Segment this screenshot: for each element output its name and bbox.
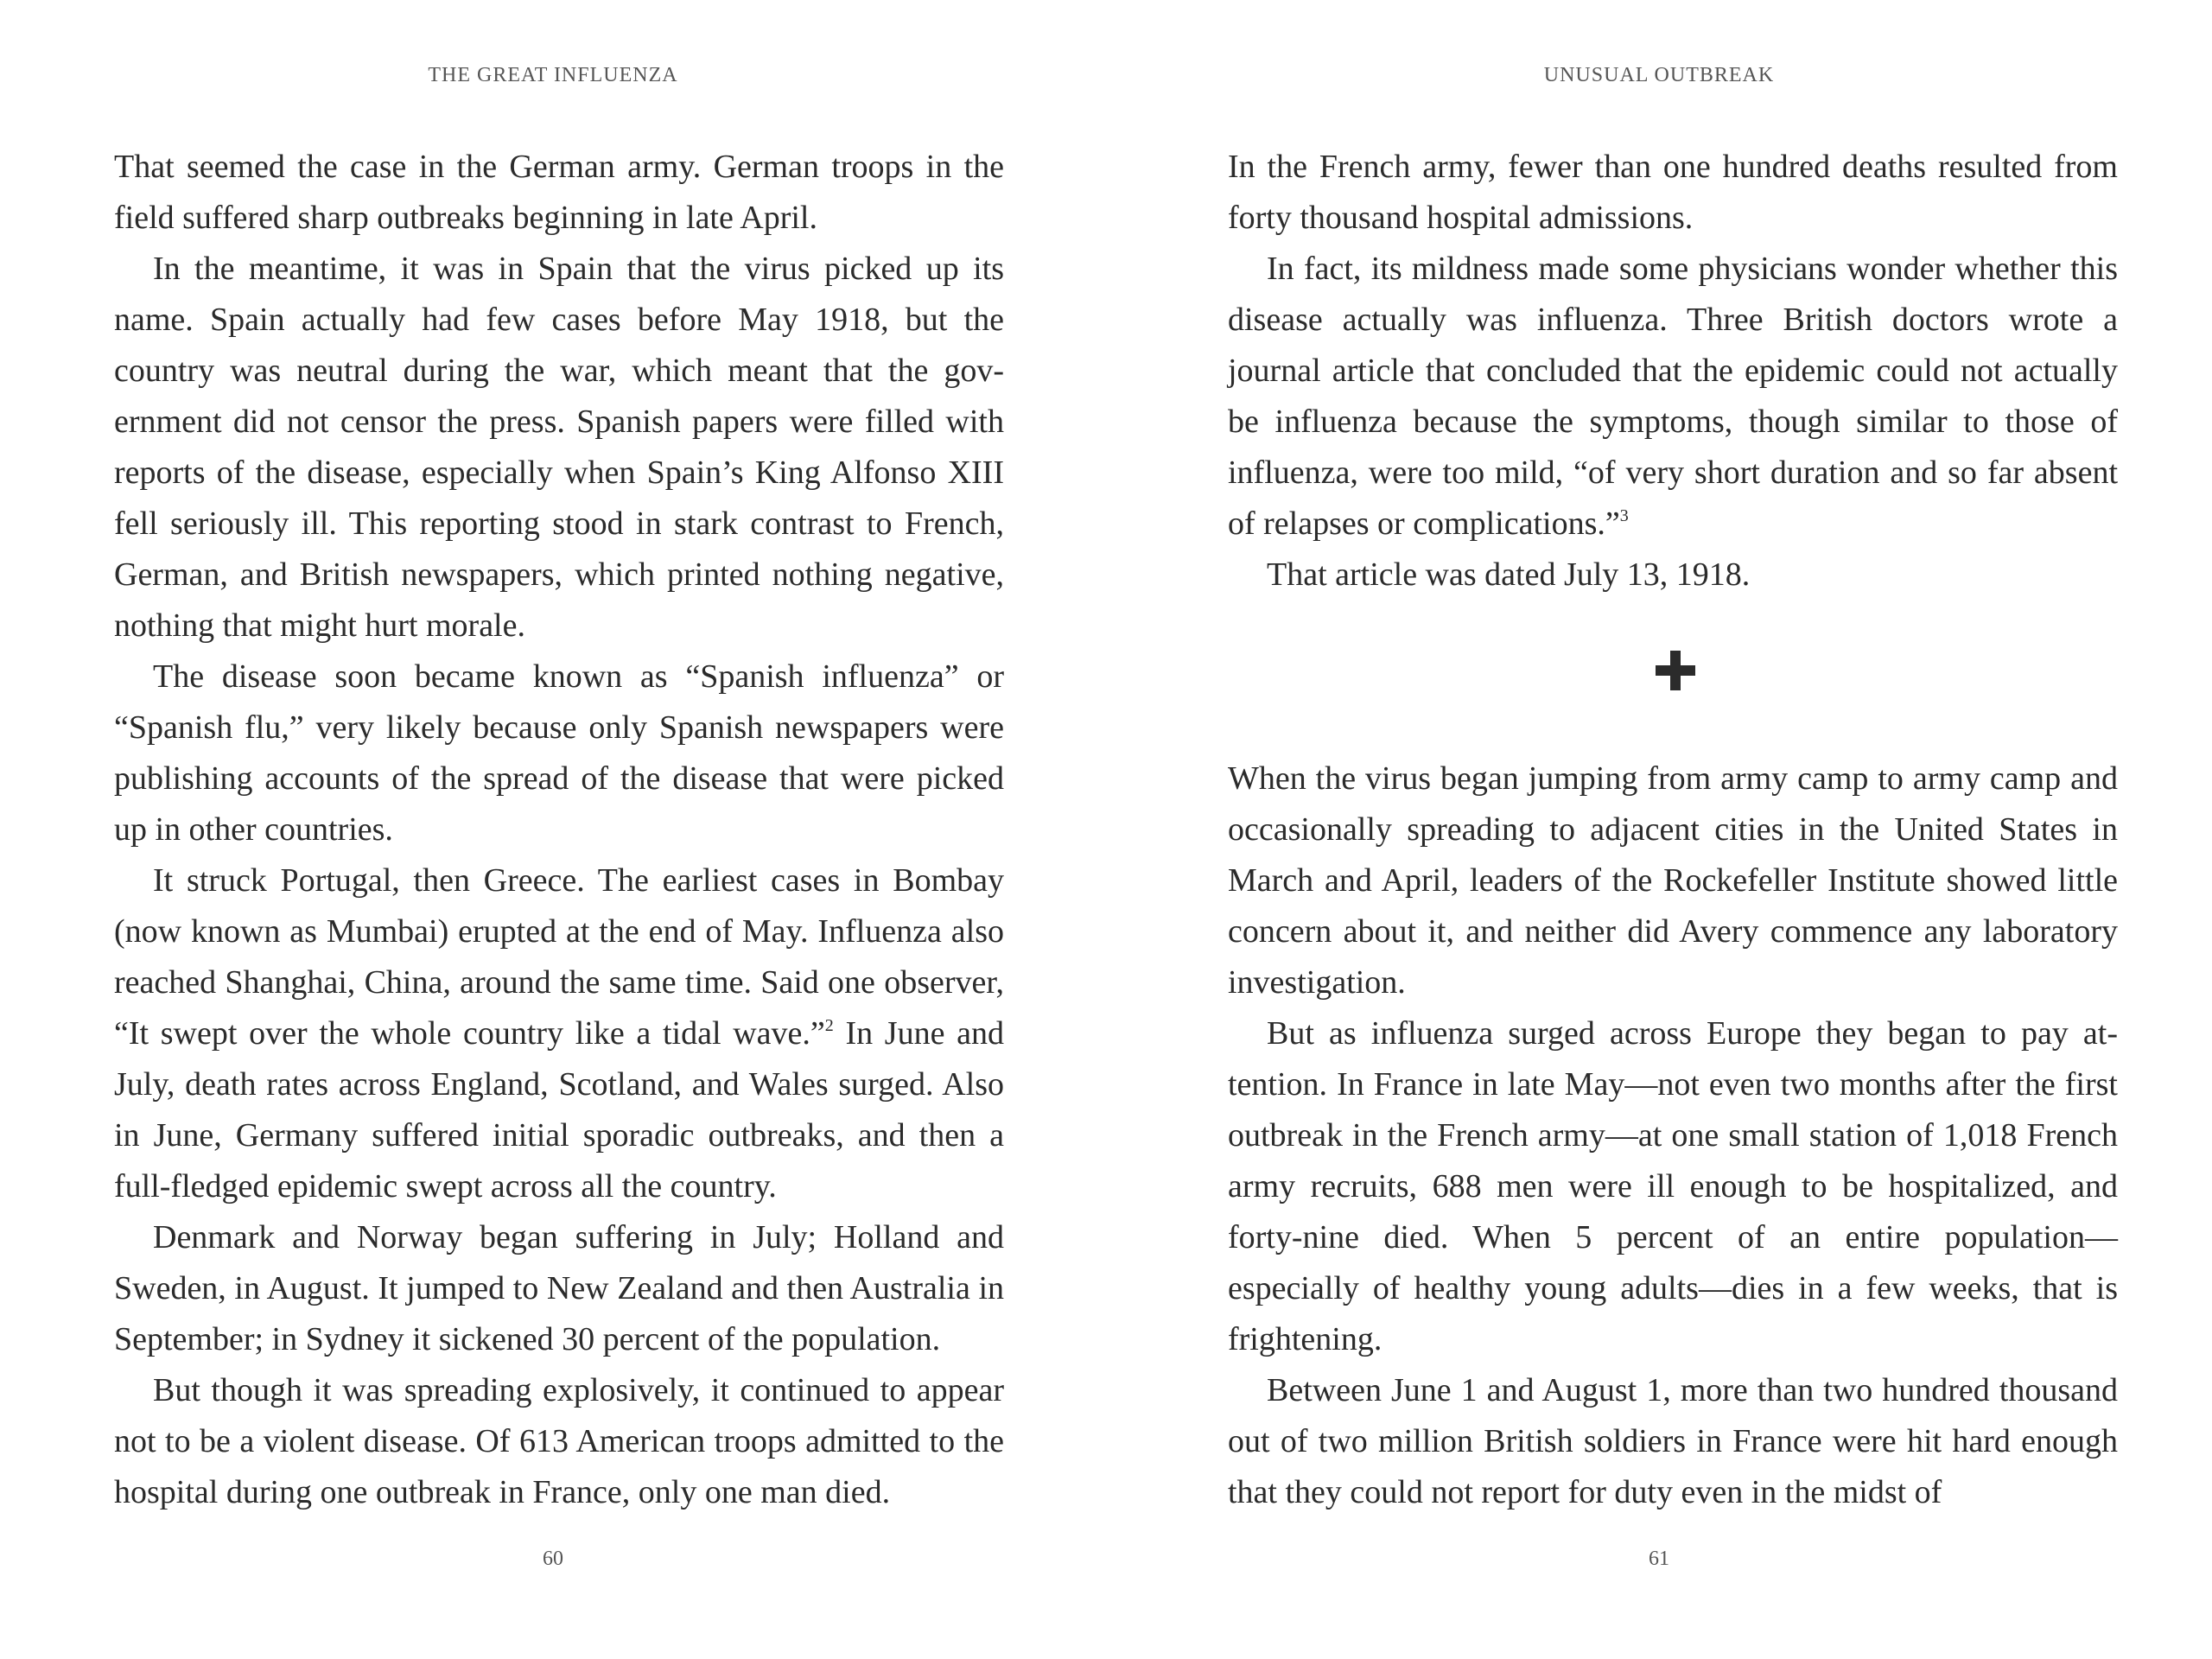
footnote-marker[interactable]: 3 — [1619, 506, 1629, 525]
right-page — [1106, 0, 2212, 1659]
plus-icon — [1656, 651, 1695, 690]
paragraph-text: In June and July, death rates across England, Scotland, and Wales surged. Also in June, Germany suffered initial sporadic outbreaks, and then a full-fledged epidemic swept across all the country. — [114, 1015, 1004, 1205]
left-text-block — [114, 142, 1004, 1518]
right-text-block — [1228, 142, 2118, 1518]
footnote-marker[interactable]: 2 — [824, 1016, 834, 1035]
paragraph: In the French army, fewer than one hundred deaths resulted from forty thousand hospital admissions. — [1228, 149, 2118, 236]
paragraph — [1228, 244, 2118, 550]
paragraph: But though it was spreading explosively, it continued to appear not to be a violent disease. Of 613 American troops admitted to the hospital during one outbreak in France, only one man died. — [114, 1372, 1004, 1510]
left-running-head: THE GREAT INFLUENZA — [428, 64, 678, 86]
paragraph: But as influenza surged across Europe they began to pay attention. In France in late May—not even two months after the first outbreak in the French army—at one small station of 1,018 French army recruits, 688 men were ill enough to be hospitalized, and forty-nine died. When 5 percent of an entire population—especially of healthy young adults—dies in a few weeks, that is frightening. — [1228, 1015, 2118, 1357]
right-page-number: 61 — [1649, 1548, 1669, 1570]
paragraph: That seemed the case in the German army. German troops in the field suffered sharp outbreaks beginning in late April. — [114, 149, 1004, 236]
right-running-head: UNUSUAL OUTBREAK — [1543, 64, 1775, 86]
left-page-number: 60 — [543, 1548, 563, 1570]
paragraph — [114, 855, 1004, 1212]
paragraph: Denmark and Norway began suffering in July; Holland and Sweden, in August. It jumped to New Zealand and then Australia in September; in Sydney it sickened 30 percent of the population. — [114, 1219, 1004, 1357]
paragraph: When the virus began jumping from army camp to army camp and occasionally spreading to adjacent cities in the United States in March and April, leaders of the Rockefeller Institute showed little concern about it, and neither did Avery commence any laboratory investigation. — [1228, 760, 2118, 1001]
paragraph: That article was dated July 13, 1918. — [1267, 556, 1751, 593]
paragraph: In the meantime, it was in Spain that the virus picked up its name. Spain actually had few cases before May 1918, but the country was neutral during the war, which meant that the government did not censor the press. Spanish papers were filled with reports of the disease, especially when Spain’s King Alfonso XIII fell seriously ill. This reporting stood in stark contrast to French, German, and British newspapers, which printed nothing negative, nothing that might hurt morale. — [114, 251, 1004, 644]
paragraph-text: It struck Portugal, then Greece. The earliest cases in Bombay (now known as Mumbai) erupted at the end of May. Influenza also reached Shanghai, China, around the same time. Said one observer, “It swept over the whole country like a tidal wave.” — [114, 862, 1004, 1052]
section-break — [1228, 601, 2118, 753]
paragraph: The disease soon became known as “Spanish influenza” or “Spanish flu,” very likely because only Spanish newspapers were publishing accounts of the spread of the disease that were picked up in other countries. — [114, 658, 1004, 848]
paragraph: Between June 1 and August 1, more than two hundred thousand out of two million British soldiers in France were hit hard enough that they could not report for duty even in the midst of — [1228, 1372, 2118, 1510]
paragraph-text: In fact, its mildness made some physicians wonder whether this disease actually was influenza. Three British doctors wrote a journal article that concluded that the epidemic could not actually be influenza because the symptoms, though similar to those of influenza, were too mild, “of very short duration and so far absent of relapses or complications.” — [1228, 251, 2118, 542]
